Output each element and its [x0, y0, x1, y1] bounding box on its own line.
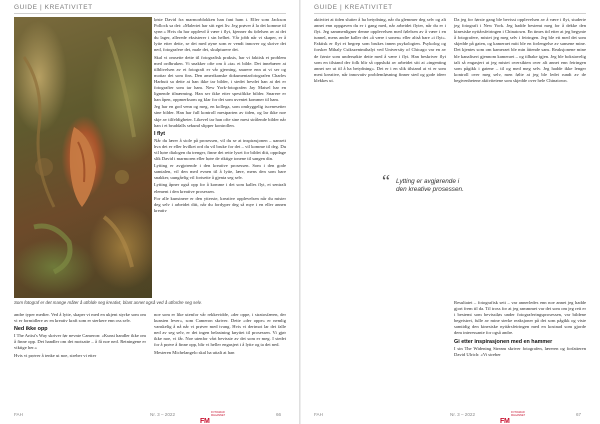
footer-label: FAH — [14, 412, 23, 417]
logo-mark: FM — [200, 418, 210, 424]
photo-illustration — [14, 17, 152, 298]
article-column-1 — [314, 17, 446, 85]
article-column-bottom-right — [154, 312, 286, 357]
article-column-bottom-left — [14, 312, 146, 360]
footer-issue: Nr. 3 – 2022 — [450, 412, 476, 417]
paragraph: Skal vi omsette dette til fotografisk praksis, har vi faktisk et problem med ordbruken. Vi snakker ofte om å «ta» et bilde. Det innebærer at tilblivelsen av et fotografi er vår gjerning, snarere enn at vi ser og mottar det som fins. Den amerikanske dokumentarfotografen Charles Harbutt sa dette at han ikke tar bilder, i stedet hevdet han at det er fotografier som tar ham. New York-fotografen Jay Maisel har en lignende tilnærming. Han ser ikke etter spesifikke bilder. Snarere er han åpen, oppmerksom og klar for det som uventet kommer til ham. — [154, 54, 286, 103]
paragraph: Da jeg for første gang ble bevisst opplevelsen av å være i flyt, studerte jeg fotografi i New York. Jeg hadde bestemt meg for å dekke den kinesiske nyttårsfeiringen i Chinatown. En times tid etter at jeg begynte å fotografere, mistet jeg meg selv i feiringen. Jeg ble ett med det som skjedde på gaten, og kameraet mitt ble en forlengelse av sansene mine. Det kjentes som om kameraet ble min åttende sans. Reaksjonene mine ble kanalisert gjennom kameraet – og tilbake igjen. Jeg ble bokstavelig talt så engasjert at jeg mistet oversikten over alt annet enn feiringen som pågikk i gatene – til og med meg selv. Jeg hadde ikke lenger kontroll over meg selv, men følte at jeg ble ledet rundt av de begivenhetene aktivitetene som skjedde over hele Chinatown. — [454, 17, 586, 83]
page-number: 66 — [276, 412, 282, 417]
paragraph: Jeg har en god venn og meg, en kollega, som omhyggelig iscenesetter sine bilder. Han har full kontroll mestparten av tiden, og lar ikke noe skje av tilfeldigheter. Likevel tar han ofte sine mest strålende bilder når han i et bruddalls sekund slipper kontrollen. — [154, 104, 286, 128]
footer-label: FAH — [314, 412, 323, 417]
article-column-2-lower — [454, 300, 586, 359]
paragraph: andre typer medier. Ved å lytte, skaper vi med en ukjent styrke som om vi er formidlere av en kreativ kraft som er sterkere enn oss selv. — [14, 312, 146, 324]
paragraph: Når du lærer å stole på prosessen, vil du se at inspirasjonen – uansett hva det er eller hvilket ord du vil bruke for det – vil komme til deg. Du vil høre dialogen du trenger, finne det rette lyset for bildet ditt, oppdage slik David i marmoren eller høre de riktige tonene til sangen din. — [154, 137, 286, 162]
logo-subtitle: FOTOGRAFI MAGASINET — [211, 411, 226, 417]
paragraph: Resultatet – fotografisk sett – var annerledes enn noe annet jeg hadde gjort frem til da. Til tross for at jeg rammmet var det som om jeg rett er i bestemt som bevisstløs under fotograferingsprosessen, var bildene begeistret, fulle av mine sterke reaksjoner på det som pågikk og viste samtidig den kinesiske nyttårsfeiringen med en kostnad som gjorde dem interessante for også andre. — [454, 300, 586, 336]
magazine-logo — [500, 410, 526, 424]
article-column-top — [154, 17, 286, 215]
paragraph: aktivitet at tiden slutter å ha betydning, når du glemmer deg selv og alt annet enn oppgaven du er i gang med, når arbeidet flyter, når du er i flyt. Jeg sammenligner denne opplevelsen med følelsen av å være i en tunnel, mens andre kaller det «å være i sonen» eller altså bare «i flyt». Faktisk er flyt et begrep som brukes innen psykologien. Psykolog og forsker Mihaly Csikszentmihalyi ved University of Chicago var en av de første som undersøkte dette med å være i flyt. Han beskriver flyt som en tilstand der folk blir så oppslukt av arbeidet sitt at «ingenting annet ser ut til å ha betydning». Det er i en slik tilstand at vi er som mest kreative, når innovativ problemløsning finner sted og gode ideer klekkes ut. — [314, 17, 446, 83]
paragraph: Mesteren Michelangelo skal ha uttalt at han — [154, 349, 235, 355]
paragraph: Lytting åpner også opp for å komme i det som kalles flyt, et sentralt element i den kreative prosessen. — [154, 182, 286, 194]
right-page — [300, 0, 600, 424]
photo-caption: Som fotograf er det mange måter å utfolde seg kreativt, blant annet også ved å utfordre seg selv. — [14, 300, 202, 305]
section-label: GUIDE | KREATIVITET — [314, 4, 393, 11]
subheading: Ned ikke opp — [14, 326, 48, 333]
page-number: 67 — [576, 412, 582, 417]
paragraph: løste David fra marmorblokken han fant ham i. Eller som Jackson Pollock sa det: «Maleriet har sitt eget liv. Jeg prøver å la det komme til syne.» Hvis du har opplevd å være i flyt, kjenner du følelsen av at det du lager, allerede eksisterer i sin helhet. Vår jobb når vi skaper, er å lytte etter dette, se det med øyne som er vendt innover og skrive det ned, fotografere det, male det, skulpturere det. — [154, 17, 286, 53]
paragraph: Lytting er avgjørende i den kreative prosessen. Som i den gode samtalen, vil den med evnen til å lytte, lære, mens den som bare snakker, uungåelig vil fortsette å gjenta seg selv. — [154, 163, 286, 181]
paragraph: noe som er like utenfor vår rekkevidde, «der oppe, i stratosfæren, der kunsten lever», som Cameron skriver. Dette «der oppe» er nemlig vanskelig å nå når vi prøver med tvang. Hvis vi derimot lar det falle ned av seg selv, er det ingen belastning knyttet til prosessen. Vi gjør ikke noe, vi får. Noe utenfor vårt bevisste av det som er meg. I stedet for å prøve å finne opp, blir vi heller engasjert i å lytte og ta det ned. — [154, 312, 286, 348]
logo-subtitle: FOTOGRAFI MAGASINET — [511, 411, 526, 417]
magazine-logo — [200, 410, 226, 424]
feature-photo — [14, 17, 152, 298]
article-column-2 — [454, 17, 586, 85]
paragraph: For alle kunstnere er den ytterste, kreative opplevelsen når du mister deg selv i arbeidet ditt, når du fordyper deg så mye i en eller annen kreativ — [154, 195, 286, 213]
header-rule — [14, 13, 286, 14]
paragraph: I The Artist's Way skriver før nevnte Cameron: «Kunst handler ikke om å finne opp. Det handler om det motsatte – å få noe ned. Retningene er viktige her.» — [14, 333, 146, 351]
paragraph: Hvis vi prøver å tenke ut noe, streber vi etter — [14, 352, 97, 358]
pull-quote: Lytting er avgjørende i den kreative prosessen. — [396, 178, 464, 193]
subheading: I flyt — [154, 130, 166, 137]
footer-issue: Nr. 3 – 2022 — [150, 412, 176, 417]
header-rule — [314, 13, 586, 14]
logo-mark: FM — [500, 418, 510, 424]
quote-mark-icon: “ — [382, 171, 390, 191]
paragraph: I sin The Widening Stream skriver fotografen, læreren og forfatteren David Ulrich: «Vi streber — [454, 345, 586, 357]
section-label: GUIDE | KREATIVITET — [14, 4, 93, 11]
subheading: Gi etter inspirasjonen med en hammer — [454, 338, 553, 345]
